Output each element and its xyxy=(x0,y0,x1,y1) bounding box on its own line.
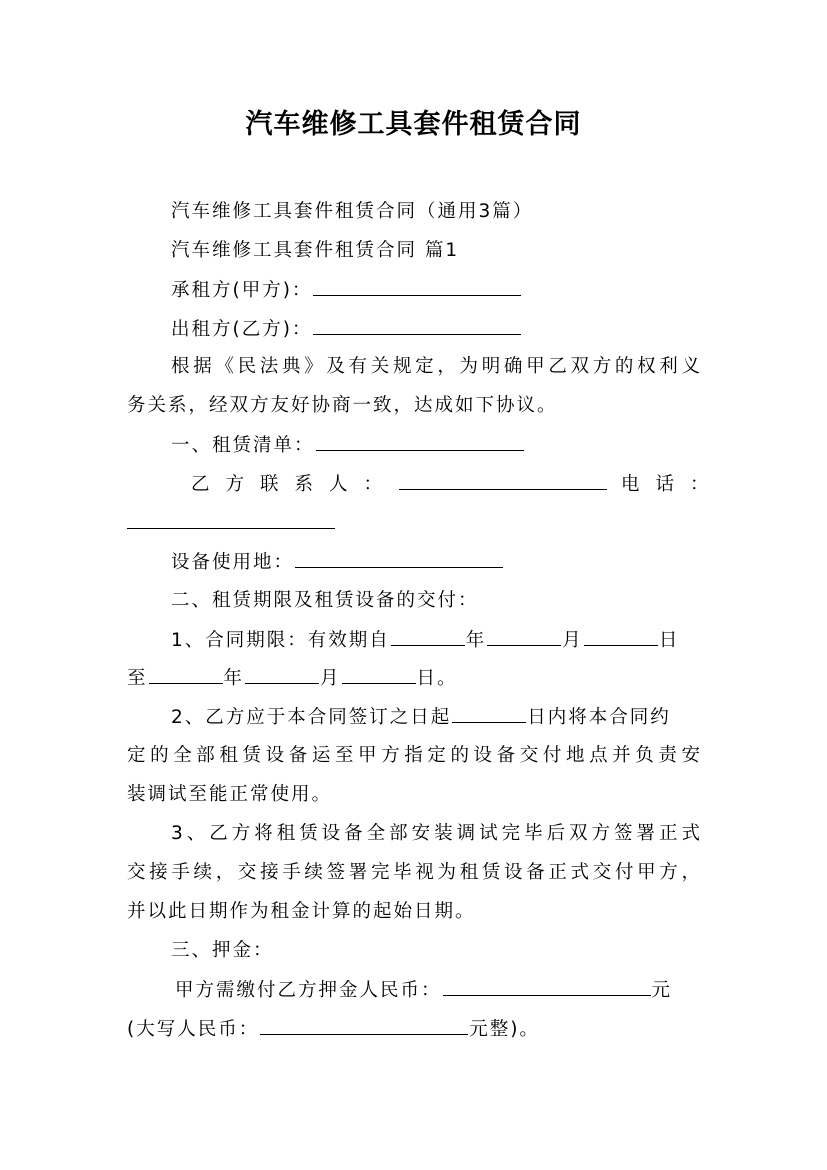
phone-label: 电话： xyxy=(621,474,725,495)
term-line-1 xyxy=(127,629,702,652)
end-day-label: 日。 xyxy=(416,668,458,689)
deposit-caps-blank xyxy=(260,1018,468,1035)
location-line xyxy=(127,551,702,574)
delivery-line-3: 装调试至能正常使用。 xyxy=(127,784,333,805)
lessee-label: 承租方(甲方)： xyxy=(171,280,313,301)
end-year-label: 年 xyxy=(223,668,245,689)
deposit-caps-suffix: 元整)。 xyxy=(469,1019,540,1040)
rental-list-blank xyxy=(316,434,524,451)
deposit-line-1 xyxy=(127,979,702,1002)
section-heading: 汽车维修工具套件租赁合同 篇1 xyxy=(171,240,460,261)
deposit-label: 甲方需缴付乙方押金人民币： xyxy=(175,980,442,1001)
rental-list-line xyxy=(127,434,702,457)
lessor-blank xyxy=(313,318,521,335)
contact-line xyxy=(127,473,725,496)
term-prefix: 1、合同期限：有效期自 xyxy=(171,630,390,651)
end-day-blank xyxy=(342,667,416,684)
handover-line-2: 交接手续，交接手续签署完毕视为租赁设备正式交付甲方， xyxy=(127,862,702,883)
contact-label: 乙方联系人： xyxy=(191,474,399,495)
delivery-days-blank xyxy=(452,706,526,723)
delivery-part-2: 日内将本合同约 xyxy=(527,707,671,728)
lessee-line xyxy=(127,279,702,302)
intro-line-1: 根据《民法典》及有关规定，为明确甲乙双方的权利义 xyxy=(171,356,702,377)
phone-blank-line xyxy=(127,512,702,535)
handover-line-3: 并以此日期作为租金计算的起始日期。 xyxy=(127,901,476,922)
lessee-blank xyxy=(313,279,521,296)
handover-line-1: 3、乙方将租赁设备全部安装调试完毕后双方签署正式 xyxy=(171,823,702,844)
month-label: 月 xyxy=(562,630,583,651)
start-day-blank xyxy=(584,629,658,646)
year-label: 年 xyxy=(465,630,487,651)
day-label: 日 xyxy=(658,630,680,651)
location-label: 设备使用地： xyxy=(171,552,295,573)
deposit-amount-blank xyxy=(443,979,651,996)
delivery-line-1 xyxy=(127,706,702,729)
lessor-label: 出租方(乙方)： xyxy=(171,319,313,340)
end-month-label: 月 xyxy=(320,668,341,689)
term-heading: 二、租赁期限及租赁设备的交付： xyxy=(171,590,479,611)
rental-list-label: 一、租赁清单： xyxy=(171,435,315,456)
term-line-2 xyxy=(127,667,702,690)
deposit-line-2 xyxy=(127,1018,702,1041)
end-year-blank xyxy=(149,667,223,684)
delivery-part-1: 2、乙方应于本合同签订之日起 xyxy=(171,707,452,728)
intro-line-2: 务关系，经双方友好协商一致，达成如下协议。 xyxy=(127,395,558,416)
subtitle-line: 汽车维修工具套件租赁合同（通用3篇） xyxy=(171,201,534,222)
document-title: 汽车维修工具套件租赁合同 xyxy=(245,109,582,140)
contact-blank xyxy=(399,473,607,490)
to-label: 至 xyxy=(127,668,148,689)
deposit-caps-prefix: (大写人民币： xyxy=(127,1019,260,1040)
end-month-blank xyxy=(245,667,319,684)
phone-blank xyxy=(127,512,335,529)
lessor-line xyxy=(127,318,702,341)
start-year-blank xyxy=(391,629,465,646)
deposit-unit: 元 xyxy=(651,980,673,1001)
delivery-line-2: 定的全部租赁设备运至甲方指定的设备交付地点并负责安 xyxy=(127,745,702,766)
location-blank xyxy=(295,551,503,568)
start-month-blank xyxy=(487,629,561,646)
deposit-heading: 三、押金： xyxy=(171,940,274,961)
